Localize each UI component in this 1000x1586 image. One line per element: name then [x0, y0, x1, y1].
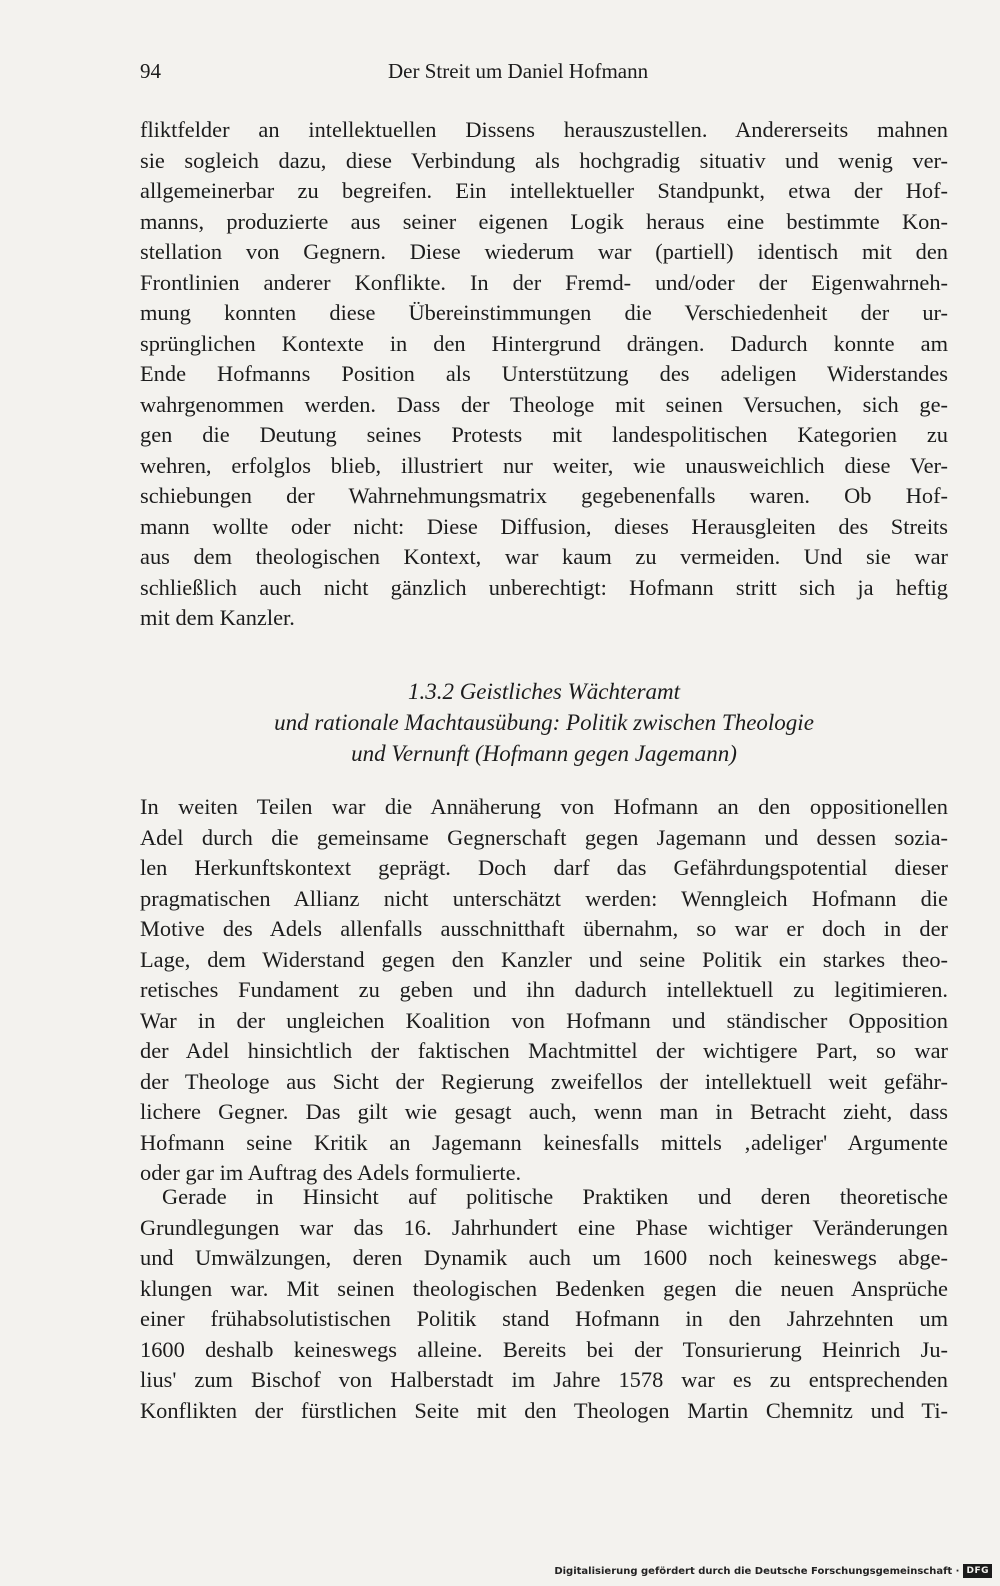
footer-credit: Digitalisierung gefördert durch die Deutsche Forschungsgemeinschaft · [554, 1565, 960, 1577]
text-line: gen die Deutung seines Protests mit landespolitischen Kategorien zu [140, 422, 948, 447]
text-line: War in der ungleichen Koalition von Hofmann und ständischer Opposition [140, 1007, 948, 1033]
paragraph [140, 1182, 948, 1426]
running-title: Der Streit um Daniel Hofmann [388, 59, 649, 83]
text-line: mann wollte oder nicht: Diese Diffusion, dieses Herausgleiten des Streits [140, 513, 948, 539]
paragraph-continued [140, 115, 948, 634]
text-line: schiebungen der Wahrnehmungsmatrix gegebenenfalls waren. Ob Hof- [140, 483, 948, 508]
section-heading-line: und rationale Machtausübung: Politik zwischen Theologie [274, 710, 814, 735]
section-heading-line: und Vernunft (Hofmann gegen Jagemann) [351, 741, 737, 766]
text-line: wehren, erfolglos blieb, illustriert nur weiter, wie unausweichlich diese Ver- [140, 452, 948, 478]
page-number: 94 [140, 59, 161, 83]
digitization-footer [554, 1562, 992, 1580]
text-line: klungen war. Mit seinen theologischen Bedenken gegen die neuen Ansprüche [140, 1275, 948, 1301]
text-line: allgemeinerbar zu begreifen. Ein intellektueller Standpunkt, etwa der Hof- [140, 178, 948, 203]
text-line: 1600 deshalb keineswegs alleine. Bereits bei der Tonsurierung Heinrich Ju- [140, 1336, 948, 1362]
text-line: und Umwälzungen, deren Dynamik auch um 1600 noch keineswegs abge- [140, 1245, 948, 1270]
text-line: oder gar im Auftrag des Adels formulierte. [140, 1160, 522, 1185]
text-line: schließlich auch nicht gänzlich unberechtigt: Hofmann stritt sich ja heftig [140, 574, 948, 600]
text-line: der Adel hinsichtlich der faktischen Machtmittel der wichtigere Part, so war [140, 1038, 948, 1063]
text-line: wahrgenommen werden. Dass der Theologe mit seinen Versuchen, sich ge- [140, 391, 948, 417]
text-line: retisches Fundament zu geben und ihn dadurch intellektuell zu legitimieren. [140, 977, 948, 1002]
text-line: Frontlinien anderer Konflikte. In der Fremd- und/oder der Eigenwahrneh- [140, 269, 948, 295]
text-line: Grundlegungen war das 16. Jahrhundert eine Phase wichtiger Veränderungen [140, 1214, 948, 1240]
text-line: Konflikten der fürstlichen Seite mit den Theologen Martin Chemnitz und Ti- [140, 1397, 948, 1423]
text-line: Ende Hofmanns Position als Unterstützung des adeligen Widerstandes [140, 361, 948, 386]
text-line: lichere Gegner. Das gilt wie gesagt auch, wenn man in Betracht zieht, dass [140, 1099, 948, 1124]
text-line: Adel durch die gemeinsame Gegnerschaft gegen Jagemann und dessen sozia- [140, 824, 948, 850]
text-line: In weiten Teilen war die Annäherung von Hofmann an den oppositionellen [140, 794, 948, 819]
text-line: manns, produzierte aus seiner eigenen Logik heraus eine bestimmte Kon- [140, 208, 948, 234]
text-line: sie sogleich dazu, diese Verbindung als hochgradig situativ und wenig ver- [140, 147, 948, 173]
text-line: mung konnten diese Übereinstimmungen die Verschiedenheit der ur- [140, 300, 948, 325]
text-line: lius' zum Bischof von Halberstadt im Jahre 1578 war es zu entsprechenden [140, 1367, 948, 1392]
dfg-logo: DFG [963, 1564, 992, 1578]
text-line: len Herkunftskontext geprägt. Doch darf das Gefährdungspotential dieser [140, 855, 948, 880]
text-line: pragmatischen Allianz nicht unterschätzt werden: Wenngleich Hofmann die [140, 885, 948, 911]
paragraph [140, 792, 948, 1189]
text-line: aus dem theologischen Kontext, war kaum zu vermeiden. Und sie war [140, 544, 948, 569]
text-line: mit dem Kanzler. [140, 605, 295, 630]
section-heading-line: 1.3.2 Geistliches Wächteramt [407, 679, 681, 704]
text-line: der Theologe aus Sicht der Regierung zweifellos der intellektuell weit gefähr- [140, 1068, 948, 1094]
text-line: sprünglichen Kontexte in den Hintergrund drängen. Dadurch konnte am [140, 330, 948, 356]
text-line: einer frühabsolutistischen Politik stand Hofmann in den Jahrzehnten um [140, 1306, 948, 1331]
page-header [140, 56, 948, 86]
text-line: Gerade in Hinsicht auf politische Praktiken und deren theoretische [162, 1184, 948, 1209]
text-line: stellation von Gegnern. Diese wiederum war (partiell) identisch mit den [140, 239, 948, 264]
section-heading [140, 676, 948, 769]
text-line: Lage, dem Widerstand gegen den Kanzler und seine Politik ein starkes theo- [140, 946, 948, 972]
text-line: fliktfelder an intellektuellen Dissens herauszustellen. Andererseits mahnen [140, 117, 948, 142]
text-line: Motive des Adels allenfalls ausschnitthaft übernahm, so war er doch in der [140, 916, 948, 941]
text-line: Hofmann seine Kritik an Jagemann keinesfalls mittels ‚adeliger' Argumente [140, 1129, 948, 1155]
